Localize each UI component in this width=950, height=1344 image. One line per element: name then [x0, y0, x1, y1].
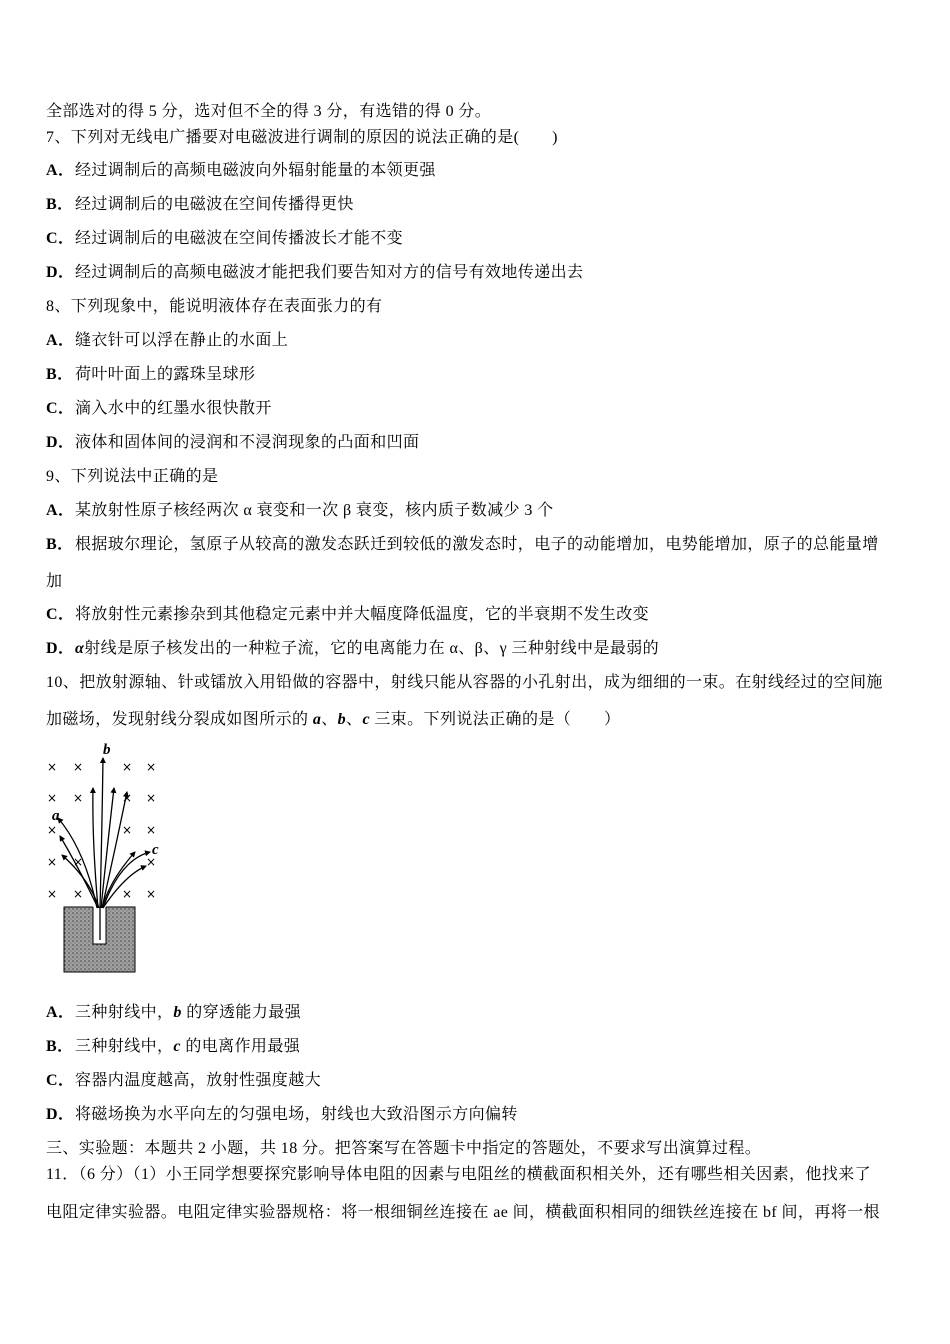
- q9-option-b: [46, 534, 879, 556]
- q9-stem: 9、下列说法中正确的是: [46, 468, 219, 485]
- field-cross: ×: [72, 855, 84, 869]
- stem-text: 三束。下列说法正确的是（ ）: [369, 711, 621, 728]
- q10-option-a: [46, 1002, 301, 1024]
- option-label: A．: [46, 502, 75, 519]
- option-label: B．: [46, 536, 74, 553]
- field-cross: ×: [145, 887, 157, 901]
- option-text: 的穿透能力最强: [181, 1004, 302, 1021]
- separator: 、: [346, 711, 363, 728]
- q9-option-a: [46, 500, 554, 522]
- option-label: D．: [46, 1106, 75, 1123]
- field-cross: ×: [145, 791, 157, 805]
- figure-label-c: c: [152, 842, 159, 858]
- field-cross: ×: [46, 823, 58, 837]
- option-label: B．: [46, 1038, 74, 1055]
- option-label: A．: [46, 162, 75, 179]
- q9-option-d: [46, 638, 659, 660]
- option-text: 经过调制后的电磁波在空间传播得更快: [75, 196, 354, 213]
- q8-option-c: [46, 398, 272, 420]
- separator: 、: [321, 711, 338, 728]
- option-label: D．: [46, 434, 75, 451]
- q11-line2: 电阻定律实验器。电阻定律实验器规格：将一根细铜丝连接在 ae 间，横截面积相同的细铁丝连接在 bf 间，再将一根: [46, 1204, 880, 1221]
- option-text: 容器内温度越高，放射性强度越大: [75, 1072, 322, 1089]
- option-text: 将磁场换为水平向左的匀强电场，射线也大致沿图示方向偏转: [75, 1106, 518, 1123]
- section-3-heading: 三、实验题：本题共 2 小题，共 18 分。把答案写在答题卡中指定的答题处，不要求写出演算过程。: [46, 1140, 762, 1157]
- q10-option-c: [46, 1070, 321, 1092]
- option-label: C．: [46, 606, 75, 623]
- field-cross: ×: [46, 855, 58, 869]
- q10-option-b: [46, 1036, 300, 1058]
- option-text: 射线是原子核发出的一种粒子流，它的电离能力在 α、β、γ 三种射线中是最弱的: [84, 640, 660, 657]
- ray-label-c: c: [362, 711, 370, 728]
- field-cross: ×: [72, 760, 84, 774]
- option-label: A．: [46, 1004, 75, 1021]
- option-label: B．: [46, 366, 74, 383]
- q10-stem-line2: [46, 709, 620, 731]
- q10-option-d: [46, 1104, 518, 1126]
- option-text: 液体和固体间的浸润和不浸润现象的凸面和凹面: [75, 434, 420, 451]
- radiation-deflection-figure: [40, 740, 170, 980]
- option-text: 三种射线中，: [75, 1038, 174, 1055]
- q9-option-b-continuation: 加: [46, 573, 63, 590]
- q7-option-b: [46, 194, 354, 216]
- option-text: 荷叶叶面上的露珠呈球形: [75, 366, 256, 383]
- q8-option-d: [46, 432, 419, 454]
- option-label: C．: [46, 400, 75, 417]
- option-label: C．: [46, 230, 75, 247]
- option-text: 经过调制后的高频电磁波才能把我们要告知对方的信号有效地传递出去: [75, 264, 584, 281]
- option-label: D．: [46, 264, 75, 281]
- option-text: 缝衣针可以浮在静止的水面上: [75, 332, 289, 349]
- stem-text: 加磁场，发现射线分裂成如图所示的: [46, 711, 313, 728]
- field-cross: ×: [121, 791, 133, 805]
- option-text: 经过调制后的高频电磁波向外辐射能量的本领更强: [75, 162, 436, 179]
- ray-label-c: c: [173, 1038, 181, 1055]
- field-cross: ×: [46, 791, 58, 805]
- ray-label-b: b: [337, 711, 347, 728]
- option-label: A．: [46, 332, 75, 349]
- option-text: 将放射性元素掺杂到其他稳定元素中并大幅度降低温度，它的半衰期不发生改变: [75, 606, 650, 623]
- ray-label-b: b: [173, 1004, 182, 1021]
- field-cross: ×: [145, 855, 157, 869]
- field-cross: ×: [72, 791, 84, 805]
- q10-stem-line1: 10、把放射源轴、针或镭放入用铅做的容器中，射线只能从容器的小孔射出，成为细细的一束。在射线经过的空间施: [46, 674, 883, 691]
- field-cross: ×: [145, 760, 157, 774]
- field-cross: ×: [72, 887, 84, 901]
- option-text: 根据玻尔理论，氢原子从较高的激发态跃迁到较低的激发态时，电子的动能增加，电势能增加，原子的总能量增: [75, 536, 879, 553]
- scoring-note: 全部选对的得 5 分，选对但不全的得 3 分，有选错的得 0 分。: [46, 103, 492, 120]
- field-cross: ×: [145, 823, 157, 837]
- option-text: 经过调制后的电磁波在空间传播波长才能不变: [75, 230, 404, 247]
- field-cross: ×: [121, 887, 133, 901]
- q8-option-b: [46, 364, 255, 386]
- ray-b-secondary: [101, 788, 114, 908]
- field-cross: ×: [121, 823, 133, 837]
- q7-option-a: [46, 160, 436, 182]
- field-cross: ×: [46, 760, 58, 774]
- figure-label-a: a: [52, 808, 60, 824]
- q9-option-c: [46, 604, 649, 626]
- alpha-symbol: α: [75, 640, 85, 657]
- option-label: D．: [46, 640, 75, 657]
- option-text: 某放射性原子核经两次 α 衰变和一次 β 衰变，核内质子数减少 3 个: [75, 502, 554, 519]
- option-text: 的电离作用最强: [180, 1038, 301, 1055]
- option-label: C．: [46, 1072, 75, 1089]
- field-cross: ×: [46, 887, 58, 901]
- q8-option-a: [46, 330, 288, 352]
- ray-label-a: a: [312, 711, 322, 728]
- q7-option-d: [46, 262, 583, 284]
- option-text: 三种射线中，: [75, 1004, 174, 1021]
- q8-stem: 8、下列现象中，能说明液体存在表面张力的有: [46, 298, 383, 315]
- option-text: 滴入水中的红墨水很快散开: [75, 400, 272, 417]
- field-cross: ×: [121, 760, 133, 774]
- figure-label-b: b: [103, 742, 111, 758]
- ray-b-secondary: [93, 788, 98, 908]
- q7-option-c: [46, 228, 403, 250]
- q7-stem: 7、下列对无线电广播要对电磁波进行调制的原因的说法正确的是( ): [46, 129, 558, 146]
- q11-line1: 11．（6 分）（1）小王同学想要探究影响导体电阻的因素与电阻丝的横截面积相关外，还有哪些相关因素，他找来了: [46, 1166, 872, 1183]
- option-label: B．: [46, 196, 74, 213]
